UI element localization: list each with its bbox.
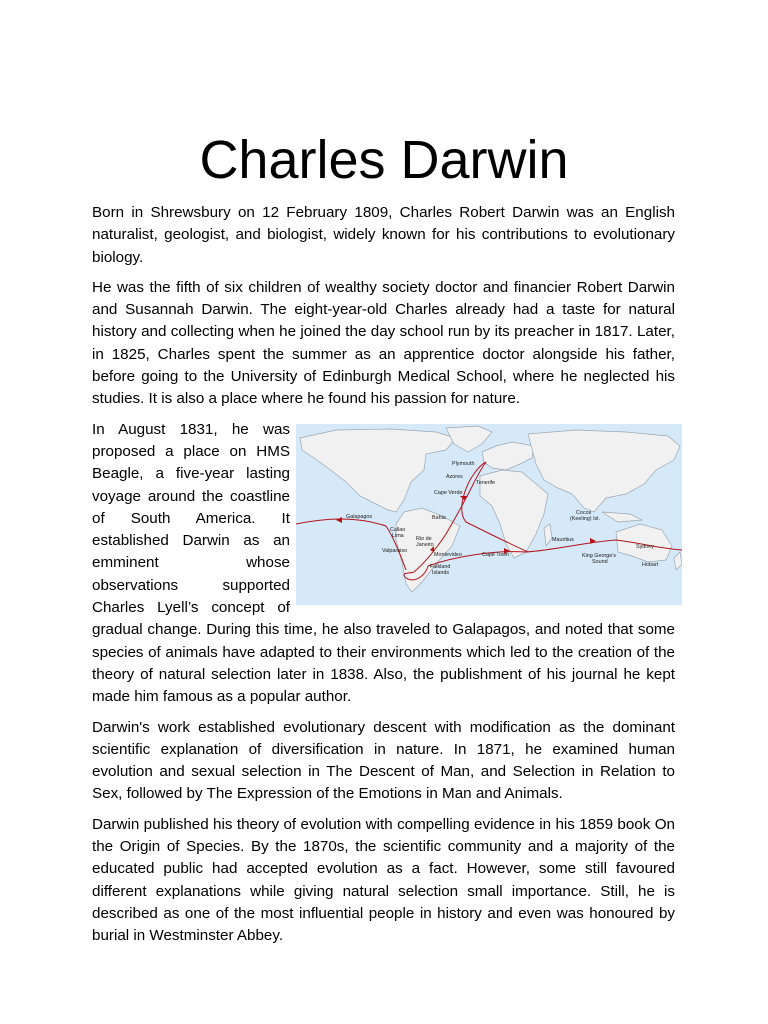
paragraph-beagle (92, 419, 675, 709)
label-galapagos: Galapagos (346, 513, 373, 520)
paragraph-origin: Darwin published his theory of evolution with compelling evidence in his 1859 book On the Origin of Species. By the 1870s, the scientific community and a majority of the educated public had accepted evolution as a fact. However, some still favoured different explanations while giving natural selection small importance. Still, he is described as one of the most influential people in history and even was honoured by burial in Westminster Abbey. (92, 815, 675, 945)
label-mauritius: Mauritius (552, 536, 574, 543)
label-janeiro: Janeiro (416, 541, 434, 548)
page-title: Charles Darwin (199, 130, 569, 191)
paragraph-birth: Born in Shrewsbury on 12 February 1809, Charles Robert Darwin was an English naturalist, geologist, and biologist, widely known for his contributions to evolutionary biology. (92, 204, 675, 266)
paragraph-work: Darwin's work established evolutionary descent with modification as the dominant scientific explanation of diversification in nature. In 1871, he examined human evolution and sexual selection in The Descent of Man, and Selection in Relation to Sex, followed by The Expression of the Emotions in Man and Animals. (92, 718, 675, 803)
label-falkland: Falkland (430, 563, 451, 570)
label-hobart: Hobart (642, 561, 659, 568)
label-montevideo: Montevideo (434, 551, 462, 558)
label-valparaiso: Valparaiso (382, 547, 408, 554)
paragraph-beagle-text: In August 1831, he was proposed a place on HMS Beagle, a five-year lasting voyage around the coastline of South America. It established Darwin as an emminent whose observations supported Charles Lyell’s concept of gradual change. During this time, he also traveled to Galapagos, and noted that some species of animals have adapted to their environments which led to the creation of the theory of natural selection later in 1838. Also, the publishment of his journal he kept made him famous as a popular author. (92, 420, 675, 706)
paragraph-childhood: He was the fifth of six children of wealthy society doctor and financier Robert Darwin and Susannah Darwin. The eight-year-old Charles already had a taste for natural history and collecting when he joined the day school run by its preacher in 1817. Later, in 1825, Charles spent the summer as an apprentice doctor alongside his father, before going to the University of Edinburgh Medical School, where he neglected his studies. It is also a place where he found his passion for nature. (92, 278, 675, 408)
label-rio: Rio de (416, 535, 432, 542)
label-lima: Lima (392, 532, 404, 539)
label-cocos: Cocos (576, 509, 592, 516)
label-sound: Sound (592, 558, 608, 565)
label-islands: Islands (432, 569, 450, 576)
body-text (92, 202, 675, 956)
label-callao: Callao (390, 526, 406, 533)
label-king-georges: King George's (582, 552, 616, 559)
label-azores: Azores (446, 473, 463, 480)
label-tenerife: Tenerife (476, 479, 496, 486)
label-cape-verde: Cape Verde (434, 489, 463, 496)
world-map-graphic (296, 424, 682, 605)
label-cape-town: Cape Town (482, 551, 509, 558)
label-sydney: Sydney (636, 543, 654, 550)
label-keeling: (Keeling) Isl. (570, 515, 600, 522)
label-plymouth: Plymouth (452, 460, 475, 467)
label-bahia: Bahia (432, 514, 446, 521)
beagle-voyage-map (296, 424, 682, 605)
